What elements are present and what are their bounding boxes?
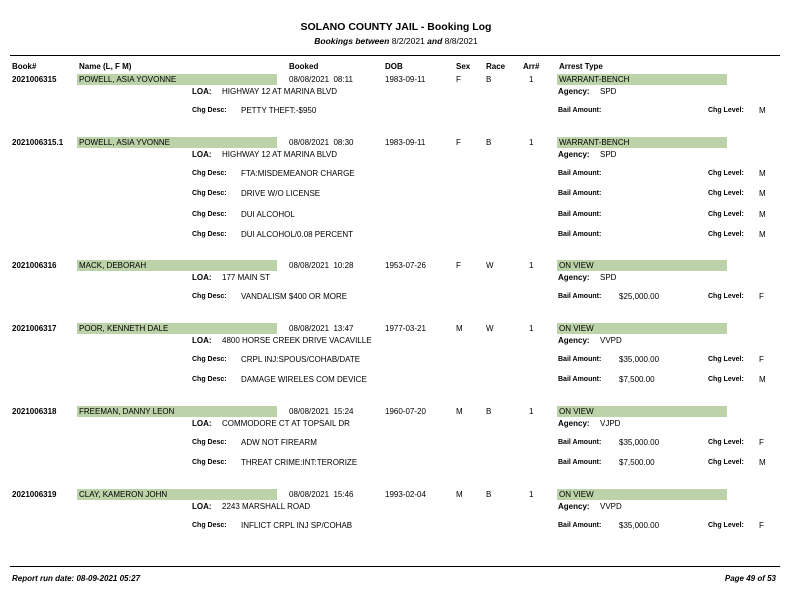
race: W — [486, 261, 494, 270]
agency-label: Agency: — [558, 419, 590, 428]
loa-label: LOA: — [192, 273, 212, 282]
loa-label: LOA: — [192, 87, 212, 96]
agency-label: Agency: — [558, 87, 590, 96]
dob: 1983-09-11 — [385, 138, 426, 147]
booked-datetime: 08/08/2021 13:47 — [289, 324, 354, 333]
chg-level-label: Chg Level: — [708, 190, 744, 197]
dob: 1983-09-11 — [385, 75, 426, 84]
booked-datetime: 08/08/2021 15:46 — [289, 490, 354, 499]
chg-desc-label: Chg Desc: — [192, 107, 227, 114]
sex: M — [456, 324, 463, 333]
inmate-name: POWELL, ASIA YOVONNE — [77, 74, 277, 85]
col-booked: Booked — [289, 62, 319, 71]
inmate-name: POWELL, ASIA YVONNE — [77, 137, 277, 148]
chg-level-label: Chg Level: — [708, 107, 744, 114]
bail-amount-value: $7,500.00 — [619, 375, 655, 384]
loa-value: COMMODORE CT AT TOPSAIL DR — [222, 419, 350, 428]
subtitle-prefix: Bookings between — [314, 36, 390, 46]
chg-level-label: Chg Level: — [708, 211, 744, 218]
header-top-rule — [10, 55, 780, 56]
chg-desc-label: Chg Desc: — [192, 231, 227, 238]
arrest-type: WARRANT-BENCH — [557, 74, 727, 85]
chg-level-label: Chg Level: — [708, 356, 744, 363]
chg-desc-value: INFLICT CRPL INJ SP/COHAB — [241, 521, 353, 530]
report-subtitle — [0, 36, 792, 46]
bail-amount-label: Bail Amount: — [558, 293, 602, 300]
chg-level-value: M — [759, 375, 766, 384]
arrest-number: 1 — [529, 407, 534, 416]
chg-level-value: F — [759, 292, 764, 301]
booked-datetime: 08/08/2021 15:24 — [289, 407, 354, 416]
col-arr: Arr# — [523, 62, 540, 71]
chg-level-value: M — [759, 210, 766, 219]
agency-label: Agency: — [558, 273, 590, 282]
col-arrest-type: Arrest Type — [559, 62, 603, 71]
chg-level-value: M — [759, 189, 766, 198]
loa-value: 177 MAIN ST — [222, 273, 271, 282]
col-race: Race — [486, 62, 506, 71]
bail-amount-value: $35,000.00 — [619, 355, 660, 364]
agency-value: VVPD — [600, 502, 622, 511]
chg-desc-label: Chg Desc: — [192, 356, 227, 363]
loa-value: 4800 HORSE CREEK DRIVE VACAVILLE — [222, 336, 372, 345]
chg-level-value: M — [759, 169, 766, 178]
chg-level-label: Chg Level: — [708, 376, 744, 383]
chg-level-value: M — [759, 106, 766, 115]
race: W — [486, 324, 494, 333]
sex: M — [456, 407, 463, 416]
race: B — [486, 407, 492, 416]
dob: 1960-07-20 — [385, 407, 426, 416]
bail-amount-label: Bail Amount: — [558, 231, 602, 238]
book-number: 2021006315.1 — [12, 138, 64, 147]
dob: 1993-02-04 — [385, 490, 426, 499]
bail-amount-label: Bail Amount: — [558, 107, 602, 114]
chg-desc-value: DUI ALCOHOL/0.08 PERCENT — [241, 230, 354, 239]
chg-desc-label: Chg Desc: — [192, 190, 227, 197]
report-run-date: Report run date: 08-09-2021 05:27 — [12, 574, 141, 583]
arrest-number: 1 — [529, 75, 534, 84]
col-dob: DOB — [385, 62, 403, 71]
chg-desc-value: DRIVE W/O LICENSE — [241, 189, 321, 198]
sex: F — [456, 75, 461, 84]
inmate-name: POOR, KENNETH DALE — [77, 323, 277, 334]
bail-amount-label: Bail Amount: — [558, 522, 602, 529]
booked-datetime: 08/08/2021 08:30 — [289, 138, 354, 147]
chg-desc-value: DUI ALCOHOL — [241, 210, 295, 219]
chg-level-value: F — [759, 355, 764, 364]
bail-amount-value: $7,500.00 — [619, 458, 655, 467]
bail-amount-value: $25,000.00 — [619, 292, 660, 301]
book-number: 2021006318 — [12, 407, 57, 416]
agency-label: Agency: — [558, 336, 590, 345]
footer-rule — [10, 566, 780, 567]
chg-desc-value: DAMAGE WIRELES COM DEVICE — [241, 375, 367, 384]
arrest-number: 1 — [529, 490, 534, 499]
loa-label: LOA: — [192, 419, 212, 428]
page-number: Page 49 of 53 — [724, 574, 776, 583]
col-name: Name (L, F M) — [79, 62, 132, 71]
book-number: 2021006317 — [12, 324, 57, 333]
loa-label: LOA: — [192, 336, 212, 345]
arrest-number: 1 — [529, 261, 534, 270]
book-number: 2021006315 — [12, 75, 57, 84]
date-from: 8/2/2021 — [391, 36, 425, 46]
loa-value: HIGHWAY 12 AT MARINA BLVD — [222, 87, 337, 96]
chg-level-label: Chg Level: — [708, 522, 744, 529]
chg-level-label: Chg Level: — [708, 231, 744, 238]
dob: 1953-07-26 — [385, 261, 426, 270]
chg-desc-label: Chg Desc: — [192, 376, 227, 383]
dob: 1977-03-21 — [385, 324, 426, 333]
bail-amount-label: Bail Amount: — [558, 190, 602, 197]
inmate-name: FREEMAN, DANNY LEON — [77, 406, 277, 417]
subtitle-and: and — [427, 36, 443, 46]
sex: F — [456, 138, 461, 147]
agency-label: Agency: — [558, 502, 590, 511]
chg-desc-label: Chg Desc: — [192, 439, 227, 446]
chg-level-label: Chg Level: — [708, 293, 744, 300]
bail-amount-label: Bail Amount: — [558, 459, 602, 466]
loa-label: LOA: — [192, 502, 212, 511]
chg-desc-label: Chg Desc: — [192, 522, 227, 529]
col-sex: Sex — [456, 62, 471, 71]
bail-amount-label: Bail Amount: — [558, 170, 602, 177]
bail-amount-label: Bail Amount: — [558, 376, 602, 383]
chg-desc-value: VANDALISM $400 OR MORE — [241, 292, 348, 301]
race: B — [486, 138, 492, 147]
race: B — [486, 75, 492, 84]
chg-desc-label: Chg Desc: — [192, 293, 227, 300]
bail-amount-value: $35,000.00 — [619, 521, 660, 530]
report-title: SOLANO COUNTY JAIL - Booking Log — [300, 21, 492, 33]
arrest-type: ON VIEW — [557, 260, 727, 271]
chg-level-value: M — [759, 230, 766, 239]
chg-desc-value: THREAT CRIME:INT:TERORIZE — [241, 458, 358, 467]
agency-value: SPD — [600, 273, 617, 282]
booked-datetime: 08/08/2021 08:11 — [289, 75, 353, 84]
date-to: 8/8/2021 — [444, 36, 478, 46]
chg-level-value: F — [759, 521, 764, 530]
chg-level-value: M — [759, 458, 766, 467]
loa-value: 2243 MARSHALL ROAD — [222, 502, 311, 511]
agency-value: SPD — [600, 87, 617, 96]
race: B — [486, 490, 492, 499]
chg-level-label: Chg Level: — [708, 170, 744, 177]
bail-amount-label: Bail Amount: — [558, 356, 602, 363]
chg-level-label: Chg Level: — [708, 459, 744, 466]
arrest-number: 1 — [529, 138, 534, 147]
col-book: Book# — [12, 62, 37, 71]
chg-level-value: F — [759, 438, 764, 447]
arrest-type: ON VIEW — [557, 323, 727, 334]
inmate-name: MACK, DEBORAH — [77, 260, 277, 271]
loa-label: LOA: — [192, 150, 212, 159]
chg-desc-value: PETTY THEFT:-$950 — [241, 106, 317, 115]
bail-amount-label: Bail Amount: — [558, 211, 602, 218]
sex: F — [456, 261, 461, 270]
chg-desc-value: CRPL INJ:SPOUS/COHAB/DATE — [241, 355, 361, 364]
arrest-number: 1 — [529, 324, 534, 333]
booked-datetime: 08/08/2021 10:28 — [289, 261, 354, 270]
agency-value: VJPD — [600, 419, 621, 428]
chg-desc-label: Chg Desc: — [192, 459, 227, 466]
inmate-name: CLAY, KAMERON JOHN — [77, 489, 277, 500]
agency-label: Agency: — [558, 150, 590, 159]
chg-desc-label: Chg Desc: — [192, 170, 227, 177]
bail-amount-value: $35,000.00 — [619, 438, 660, 447]
chg-desc-value: ADW NOT FIREARM — [241, 438, 317, 447]
agency-value: VVPD — [600, 336, 622, 345]
chg-level-label: Chg Level: — [708, 439, 744, 446]
bail-amount-label: Bail Amount: — [558, 439, 602, 446]
arrest-type: ON VIEW — [557, 489, 727, 500]
chg-desc-value: FTA:MISDEMEANOR CHARGE — [241, 169, 355, 178]
arrest-type: ON VIEW — [557, 406, 727, 417]
book-number: 2021006316 — [12, 261, 57, 270]
sex: M — [456, 490, 463, 499]
arrest-type: WARRANT-BENCH — [557, 137, 727, 148]
loa-value: HIGHWAY 12 AT MARINA BLVD — [222, 150, 337, 159]
agency-value: SPD — [600, 150, 617, 159]
book-number: 2021006319 — [12, 490, 57, 499]
chg-desc-label: Chg Desc: — [192, 211, 227, 218]
